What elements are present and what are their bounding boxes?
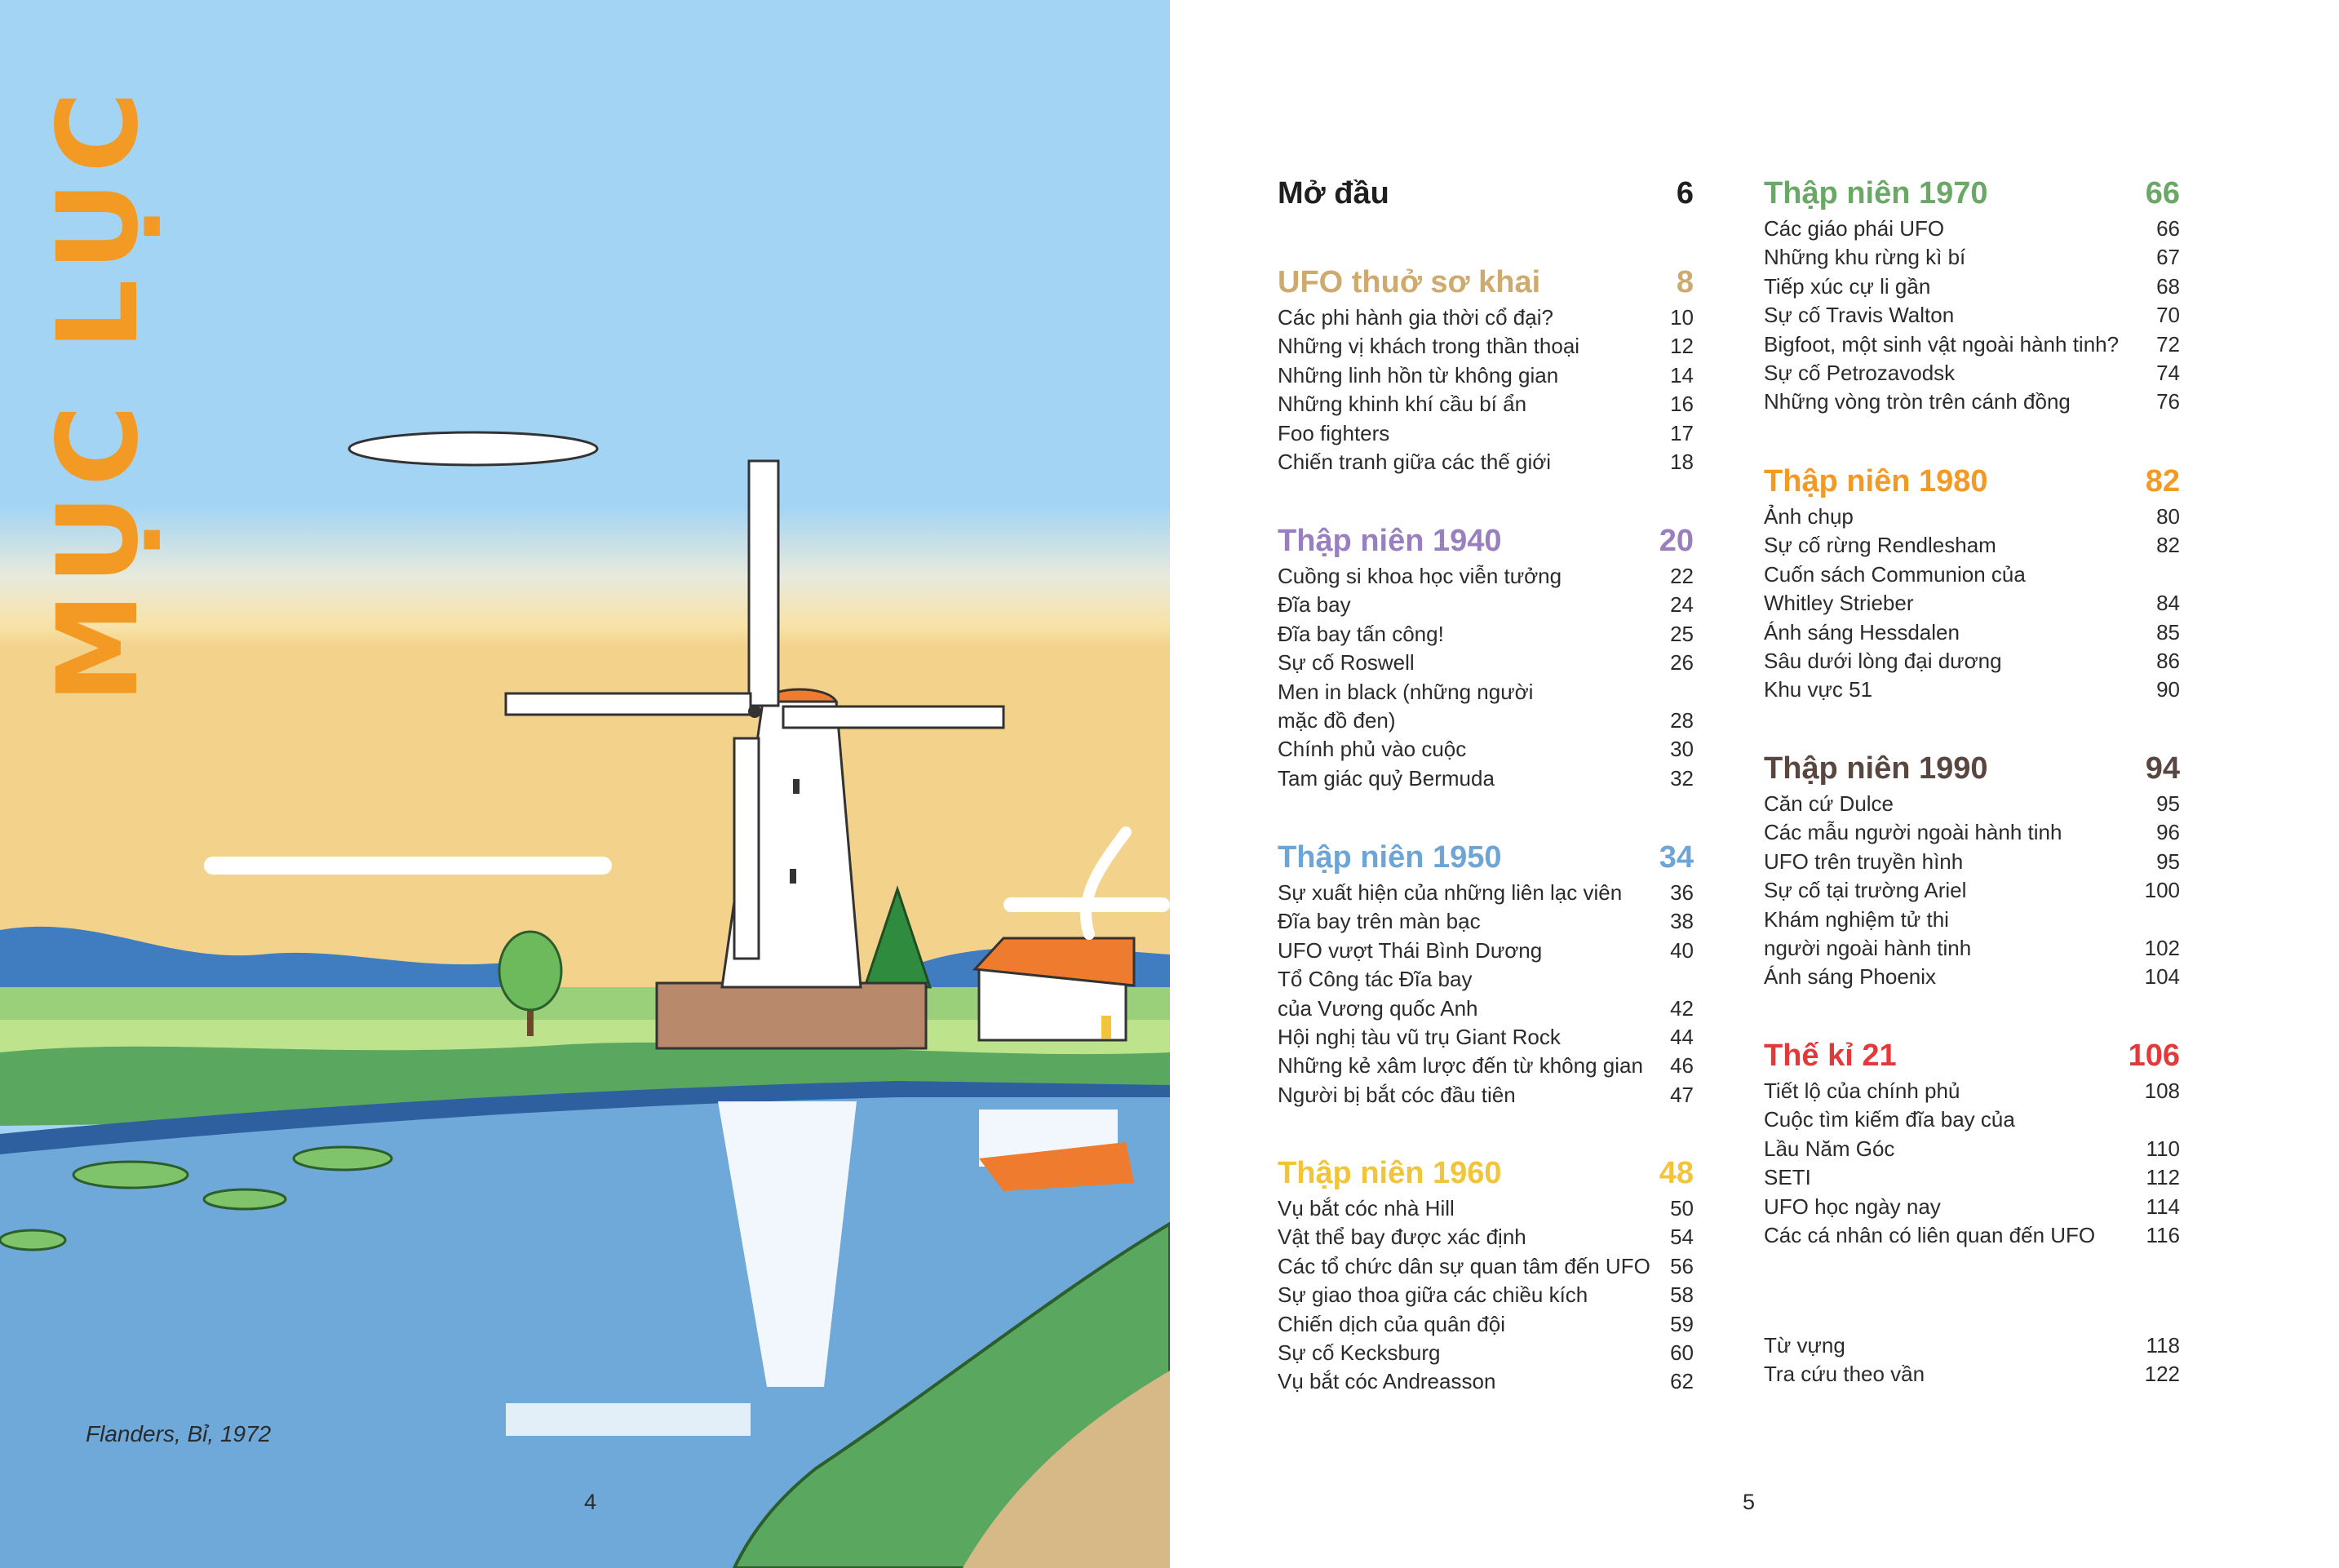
toc-entry-title: Tiếp xúc cự li gần: [1764, 273, 1931, 299]
toc-entry: [1764, 963, 2180, 991]
toc-entry-title: Từ vựng: [1764, 1333, 1845, 1358]
toc-entry-page: 59: [1670, 1311, 1694, 1336]
toc-entry: [1764, 301, 2180, 330]
lily-pad: [0, 1230, 65, 1250]
toc-entry: [1764, 906, 2180, 934]
toc-entry-page: 74: [2156, 361, 2180, 386]
toc-entry-title: Những khinh khí cầu bí ẩn: [1278, 392, 1527, 417]
toc-entry: [1278, 1339, 1694, 1367]
toc-entry: [1764, 1135, 2180, 1163]
toc-entry: [1764, 503, 2180, 531]
toc-entry-title: Sự cố Travis Walton: [1764, 303, 1955, 328]
toc-entry-title: Đĩa bay tấn công!: [1278, 621, 1444, 646]
toc-section: [1764, 172, 2180, 417]
toc-entry-page: 66: [2156, 216, 2180, 241]
toc-entry-page: 58: [1670, 1282, 1694, 1308]
toc-entry: [1278, 361, 1694, 390]
toc-entry-title: Vật thể bay được xác định: [1278, 1225, 1526, 1250]
section-page: 94: [2145, 751, 2180, 786]
toc-entry-page: 116: [2146, 1223, 2180, 1248]
toc-entry-page: 110: [2146, 1136, 2180, 1161]
toc-entry-page: 90: [2156, 677, 2180, 702]
toc-entry-page: 118: [2146, 1333, 2180, 1358]
toc-entry-title: Đĩa bay trên màn bạc: [1278, 909, 1481, 934]
toc-entry-page: 86: [2156, 649, 2180, 674]
toc-entry: [1278, 706, 1694, 735]
toc-entry: [1764, 1077, 2180, 1105]
toc-entry-title: Đĩa bay: [1278, 592, 1351, 618]
toc-entry-title: mặc đồ đen): [1278, 708, 1396, 733]
toc-section: [1278, 836, 1694, 1110]
toc-entry: [1278, 1052, 1694, 1080]
toc-entry-page: 60: [1670, 1340, 1694, 1366]
toc-entry: [1278, 678, 1694, 706]
toc-entry-page: 40: [1670, 937, 1694, 963]
toc-entry: [1764, 934, 2180, 963]
toc-entry-page: 47: [1670, 1082, 1694, 1107]
section-heading: [1764, 460, 2180, 503]
toc-entry-page: 76: [2156, 389, 2180, 414]
toc-entry-page: 82: [2156, 533, 2180, 558]
toc-entry-title: Các giáo phái UFO: [1764, 216, 1945, 241]
section-title: Thập niên 1990: [1764, 751, 1988, 786]
section-page: 8: [1676, 265, 1694, 299]
image-caption: Flanders, Bỉ, 1972: [86, 1421, 272, 1446]
toc-entry-title: Những kẻ xâm lược đến từ không gian: [1278, 1053, 1643, 1079]
toc-entry-page: 24: [1670, 592, 1694, 618]
toc-entry-page: 100: [2144, 878, 2180, 903]
toc-entry: [1278, 562, 1694, 591]
toc-entry-page: 95: [2156, 791, 2180, 816]
toc-entry-title: SETI: [1764, 1165, 1811, 1190]
toc-entry-page: 10: [1670, 305, 1694, 330]
sail: [506, 693, 751, 715]
toc-section: [1278, 520, 1694, 793]
cloud: [204, 857, 612, 875]
section-heading: [1278, 172, 1694, 215]
toc-entry-page: 30: [1670, 737, 1694, 762]
windmill-base: [657, 983, 926, 1048]
toc-entry-page: 67: [2156, 245, 2180, 270]
toc-entry-title: Sự cố Roswell: [1278, 650, 1415, 675]
toc-entry-title: Cuộc tìm kiếm đĩa bay của: [1764, 1107, 2015, 1132]
toc-entry-page: 28: [1670, 708, 1694, 733]
toc-entry: [1278, 1023, 1694, 1052]
section-title: Mở đầu: [1278, 176, 1389, 210]
toc-entry-title: Sự cố tại trường Ariel: [1764, 878, 1967, 903]
toc-entry-title: Foo fighters: [1278, 420, 1390, 445]
toc-entry-page: 14: [1670, 362, 1694, 388]
toc-entry-title: người ngoài hành tinh: [1764, 936, 1972, 961]
toc-entry: [1278, 591, 1694, 619]
toc-entry: [1278, 1081, 1694, 1110]
toc-entry-title: Các mẫu người ngoài hành tinh: [1764, 820, 2062, 845]
sail-hub: [748, 705, 761, 718]
toc-section: [1764, 460, 2180, 705]
sail: [749, 461, 778, 706]
toc-entry-title: Căn cứ Dulce: [1764, 791, 1894, 816]
toc-entry-title: Ánh sáng Phoenix: [1764, 964, 1937, 990]
section-title: Thập niên 1980: [1764, 464, 1988, 498]
toc-entry-title: Men in black (những người: [1278, 679, 1534, 704]
toc-entry: [1278, 649, 1694, 677]
toc-entry: [1278, 907, 1694, 936]
toc-entry: [1764, 243, 2180, 272]
toc-entry-page: 12: [1670, 334, 1694, 359]
toc-entry-page: 32: [1670, 765, 1694, 791]
toc-entry: [1278, 735, 1694, 764]
toc-entry-page: 42: [1670, 995, 1694, 1021]
toc-entry: [1764, 359, 2180, 388]
section-title: Thế kỉ 21: [1764, 1039, 1897, 1073]
section-page: 106: [2128, 1039, 2180, 1073]
toc-entry-title: Sự cố Petrozavodsk: [1764, 361, 1956, 386]
section-heading: [1764, 1034, 2180, 1077]
toc-entry: [1278, 1194, 1694, 1223]
toc-entry-page: 96: [2156, 820, 2180, 845]
toc-section: [1764, 1034, 2180, 1250]
toc-entry-page: 95: [2156, 848, 2180, 874]
section-heading: [1278, 1152, 1694, 1194]
toc-entry: [1764, 1193, 2180, 1221]
toc-entry-page: 50: [1670, 1196, 1694, 1220]
sail: [734, 738, 759, 959]
toc-entry: [1278, 1281, 1694, 1309]
lily-pad: [73, 1162, 188, 1188]
lily-pad: [204, 1189, 286, 1209]
toc-entry-page: 18: [1670, 450, 1694, 475]
toc-entry-page: 104: [2144, 964, 2180, 990]
toc-entry: [1764, 618, 2180, 647]
toc-entry-title: Các tổ chức dân sự quan tâm đến UFO: [1278, 1253, 1650, 1278]
toc-entry: [1278, 1310, 1694, 1339]
toc-entry-page: 112: [2146, 1165, 2180, 1190]
toc-entry: [1278, 620, 1694, 649]
toc-entry-page: 56: [1670, 1253, 1694, 1278]
toc-entry: [1764, 790, 2180, 818]
toc-entry-title: Những vòng tròn trên cánh đồng: [1764, 389, 2071, 414]
toc-entry-page: 114: [2146, 1194, 2180, 1219]
page-title: MỤC LỤC: [34, 83, 163, 703]
toc-section: [1764, 747, 2180, 992]
toc-entry: [1764, 1221, 2180, 1250]
toc-entry-title: Khám nghiệm tử thi: [1764, 906, 1949, 932]
toc-entry-title: Các cá nhân có liên quan đến UFO: [1764, 1223, 2096, 1248]
tree-icon: [499, 932, 561, 1010]
toc-entry: [1278, 937, 1694, 965]
toc-entry: [1764, 1331, 2180, 1360]
section-page: 66: [2145, 176, 2180, 210]
sail: [783, 706, 1003, 728]
toc-entry-title: Chiến tranh giữa các thế giới: [1278, 450, 1552, 475]
toc-entry-page: 84: [2156, 591, 2180, 616]
toc-entry-title: Tam giác quỷ Bermuda: [1278, 765, 1495, 791]
toc-entry-page: 16: [1670, 392, 1694, 417]
section-page: 20: [1659, 524, 1694, 558]
window: [790, 869, 796, 884]
section-heading: [1278, 836, 1694, 879]
page-number-right: 5: [1743, 1490, 1756, 1514]
toc-entry-page: 70: [2156, 303, 2180, 328]
toc-entry: [1764, 1105, 2180, 1134]
window: [793, 779, 800, 794]
toc-entry: [1278, 419, 1694, 448]
toc-entry-page: 72: [2156, 331, 2180, 357]
toc-entry-title: UFO vượt Thái Bình Dương: [1278, 937, 1543, 963]
toc-entry-page: 46: [1670, 1053, 1694, 1079]
toc-section: [1278, 172, 1694, 215]
lily-pad: [294, 1147, 392, 1170]
toc-entry-title: Tổ Công tác Đĩa bay: [1278, 967, 1473, 992]
toc-section: [1764, 1331, 2180, 1389]
toc-entry-title: Khu vực 51: [1764, 677, 1873, 702]
toc-entry: [1764, 1360, 2180, 1389]
toc-entry: [1764, 675, 2180, 704]
toc-entry: [1278, 764, 1694, 793]
toc-entry-page: 17: [1670, 420, 1694, 445]
toc-entry-title: Bigfoot, một sinh vật ngoài hành tinh?: [1764, 331, 2120, 357]
toc-entry-title: Whitley Strieber: [1764, 591, 1914, 616]
toc-entry-title: Hội nghị tàu vũ trụ Giant Rock: [1278, 1025, 1561, 1050]
section-title: Thập niên 1970: [1764, 176, 1988, 210]
toc-entry: [1278, 1367, 1694, 1396]
toc-entry-title: Tiết lộ của chính phủ: [1764, 1079, 1960, 1103]
toc-entry: [1764, 647, 2180, 675]
section-heading: [1764, 747, 2180, 790]
toc-entry-title: Cuồng si khoa học viễn tưởng: [1278, 564, 1562, 588]
table-of-contents-page: [1170, 0, 2339, 1568]
toc-entry-page: 26: [1670, 650, 1694, 675]
toc-entry: [1278, 332, 1694, 361]
section-page: 34: [1659, 840, 1694, 875]
toc-entry: [1278, 448, 1694, 476]
toc-entry-title: Các phi hành gia thời cổ đại?: [1278, 305, 1553, 330]
toc-entry-title: Vụ bắt cóc nhà Hill: [1278, 1196, 1455, 1220]
toc-entry: [1278, 879, 1694, 907]
toc-entry: [1764, 560, 2180, 589]
toc-entry-page: 80: [2156, 504, 2180, 529]
toc-entry: [1278, 303, 1694, 332]
toc-entry-page: 122: [2144, 1362, 2180, 1387]
toc-entry-title: Sâu dưới lòng đại dương: [1764, 649, 2002, 674]
toc-section: [1278, 261, 1694, 476]
section-page: 48: [1659, 1156, 1694, 1190]
section-heading: [1278, 261, 1694, 303]
toc-entry-page: 36: [1670, 880, 1694, 905]
section-heading: [1764, 172, 2180, 215]
toc-entry-page: 85: [2156, 619, 2180, 644]
toc-entry-page: 68: [2156, 273, 2180, 299]
toc-entry-title: Ánh sáng Hessdalen: [1764, 619, 1960, 644]
toc-entry: [1278, 994, 1694, 1023]
toc-entry: [1764, 848, 2180, 876]
toc-entry: [1764, 272, 2180, 301]
toc-entry-title: Ảnh chụp: [1764, 504, 1854, 529]
toc-entry-title: Vụ bắt cóc Andreasson: [1278, 1369, 1496, 1394]
toc-entry: [1764, 215, 2180, 243]
section-title: Thập niên 1950: [1278, 840, 1502, 875]
toc-entry-title: Người bị bắt cóc đầu tiên: [1278, 1082, 1516, 1107]
toc-entry-title: Tra cứu theo vần: [1764, 1362, 1925, 1387]
section-page: 6: [1676, 176, 1694, 210]
toc-entry-title: Những khu rừng kì bí: [1764, 245, 1966, 270]
toc-entry: [1764, 1163, 2180, 1192]
toc-entry-title: Sự cố Kecksburg: [1278, 1340, 1441, 1366]
toc-entry: [1764, 531, 2180, 560]
toc-entry: [1764, 818, 2180, 847]
toc-entry-title: Sự giao thoa giữa các chiều kích: [1278, 1282, 1588, 1308]
house-door: [1101, 1016, 1111, 1039]
sail-reflection: [506, 1403, 751, 1436]
toc-entry-page: 108: [2144, 1079, 2180, 1103]
toc-entry-title: Những linh hồn từ không gian: [1278, 362, 1559, 388]
section-page: 82: [2145, 464, 2180, 498]
toc-entry-page: 54: [1670, 1225, 1694, 1250]
toc-entry-title: Lầu Năm Góc: [1764, 1136, 1895, 1161]
toc-entry-title: Cuốn sách Communion của: [1764, 561, 2026, 587]
toc-entry-title: Sự xuất hiện của những liên lạc viên: [1278, 880, 1623, 905]
toc-entry-title: Sự cố rừng Rendlesham: [1764, 533, 1996, 558]
section-heading: [1278, 520, 1694, 562]
toc-entry-page: 102: [2144, 936, 2180, 961]
section-title: Thập niên 1940: [1278, 524, 1502, 558]
toc-entry: [1764, 589, 2180, 618]
section-title: UFO thuở sơ khai: [1278, 265, 1541, 299]
toc-entry-title: Chiến dịch của quân đội: [1278, 1311, 1505, 1336]
toc-entry: [1278, 1252, 1694, 1281]
toc-entry: [1278, 1223, 1694, 1251]
toc-entry-page: 25: [1670, 621, 1694, 646]
toc-entry: [1764, 330, 2180, 359]
toc-entry-title: của Vương quốc Anh: [1278, 995, 1478, 1021]
section-title: Thập niên 1960: [1278, 1156, 1502, 1190]
toc-section: [1278, 1152, 1694, 1397]
toc-entry-page: 62: [1670, 1369, 1694, 1394]
toc-entry-page: 38: [1670, 909, 1694, 934]
toc-entry-title: Chính phủ vào cuộc: [1278, 737, 1467, 762]
toc-entry-page: 22: [1670, 564, 1694, 588]
toc-entry: [1278, 390, 1694, 419]
toc-entry: [1764, 876, 2180, 905]
toc-entry: [1764, 388, 2180, 416]
toc-entry-title: Những vị khách trong thần thoại: [1278, 334, 1580, 359]
ufo-icon: [349, 432, 597, 465]
toc-entry: [1278, 965, 1694, 994]
toc-entry-title: UFO trên truyền hình: [1764, 848, 1964, 874]
toc-entry-title: UFO học ngày nay: [1764, 1194, 1941, 1219]
toc-entry-page: 44: [1670, 1025, 1694, 1050]
page-number-left: 4: [584, 1490, 597, 1514]
